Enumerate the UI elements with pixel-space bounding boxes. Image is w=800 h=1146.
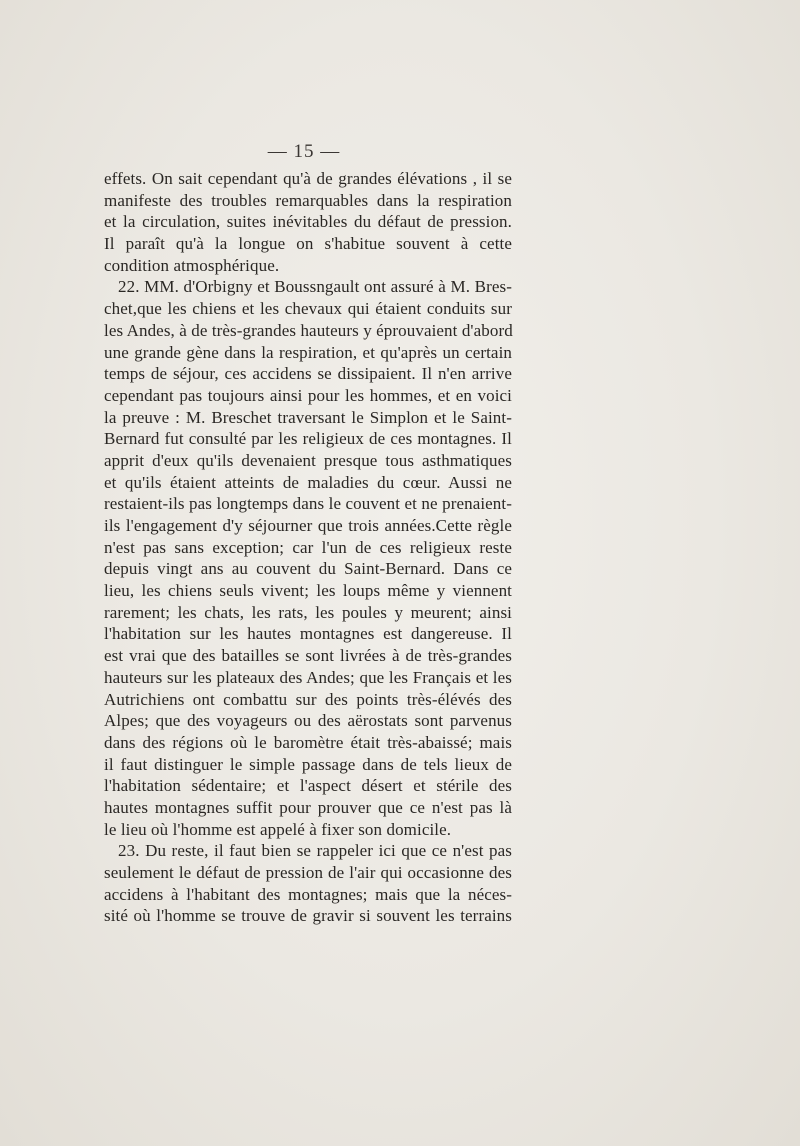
text-line: ils l'engagement d'y séjourner que trois années.Cette règle [104,516,512,535]
text-line: lieu, les chiens seuls vivent; les loups même y viennent [104,581,512,601]
text-line: Il paraît qu'à la longue on s'habitue souvent à cette [104,234,512,254]
body-text [104,168,512,927]
text-line: Bernard fut consulté par les religieux de ces montagnes. Il [104,429,512,449]
text-line: une grande gène dans la respiration, et qu'après un certain [104,342,512,362]
text-line: accidens à l'habitant des montagnes; mais que la néces- [104,884,512,904]
text-line: est vrai que des batailles se sont livrées à de très-grandes [104,646,512,666]
text-line: condition atmosphérique. [104,255,280,275]
text-line: la preuve : M. Breschet traversant le Simplon et le Saint- [104,407,512,427]
text-line: et qu'ils étaient atteints de maladies du cœur. Aussi ne [104,472,512,492]
text-line: apprit d'eux qu'ils devenaient presque tous asthmatiques [104,450,512,470]
page-number: — 15 — [267,141,341,162]
text-line: l'habitation sur les hautes montagnes est dangereuse. Il [104,624,512,644]
text-line: rarement; les chats, les rats, les poules y meurent; ainsi [104,602,512,622]
text-line: manifeste des troubles remarquables dans la respiration [104,190,512,210]
text-line: cependant pas toujours ainsi pour les hommes, et en voici [104,385,512,405]
paragraph-start-23: 23. Du reste, il faut bien se rappeler ici que ce n'est pas [118,841,512,861]
text-line: Autrichiens ont combattu sur des points très-élévés des [104,689,512,709]
text-line: le lieu où l'homme est appelé à fixer son domicile. [104,819,452,839]
paragraph-start-22: 22. MM. d'Orbigny et Boussngault ont assuré à M. Bres- [118,277,512,297]
text-line: chet,que les chiens et les chevaux qui étaient conduits sur [104,299,512,319]
text-line: les Andes, à de très-grandes hauteurs y éprouvaient d'abord [104,320,513,340]
text-line: n'est pas sans exception; car l'un de ces religieux reste [104,537,512,557]
text-line: hautes montagnes suffit pour prouver que ce n'est pas là [104,797,512,817]
text-line: restaient-ils pas longtemps dans le couvent et ne prenaient- [104,494,512,514]
text-line: seulement le défaut de pression de l'air qui occasionne des [104,863,512,882]
text-line: sité où l'homme se trouve de gravir si souvent les terrains [104,906,512,926]
text-line: l'habitation sédentaire; et l'aspect désert et stérile des [104,776,512,796]
text-line: et la circulation, suites inévitables du défaut de pression. [104,212,512,232]
text-line: temps de séjour, ces accidens se dissipaient. Il n'en arrive [104,364,512,384]
text-line: hauteurs sur les plateaux des Andes; que les Français et les [104,667,512,687]
text-line: Alpes; que des voyageurs ou des aërostats sont parvenus [104,711,512,731]
text-line: dans des régions où le baromètre était très-abaissé; mais [104,732,512,752]
text-line: effets. On sait cependant qu'à de grandes élévations , il se [104,169,512,188]
text-line: depuis vingt ans au couvent du Saint-Bernard. Dans ce [104,559,512,579]
text-line: il faut distinguer le simple passage dans de tels lieux de [104,754,512,774]
